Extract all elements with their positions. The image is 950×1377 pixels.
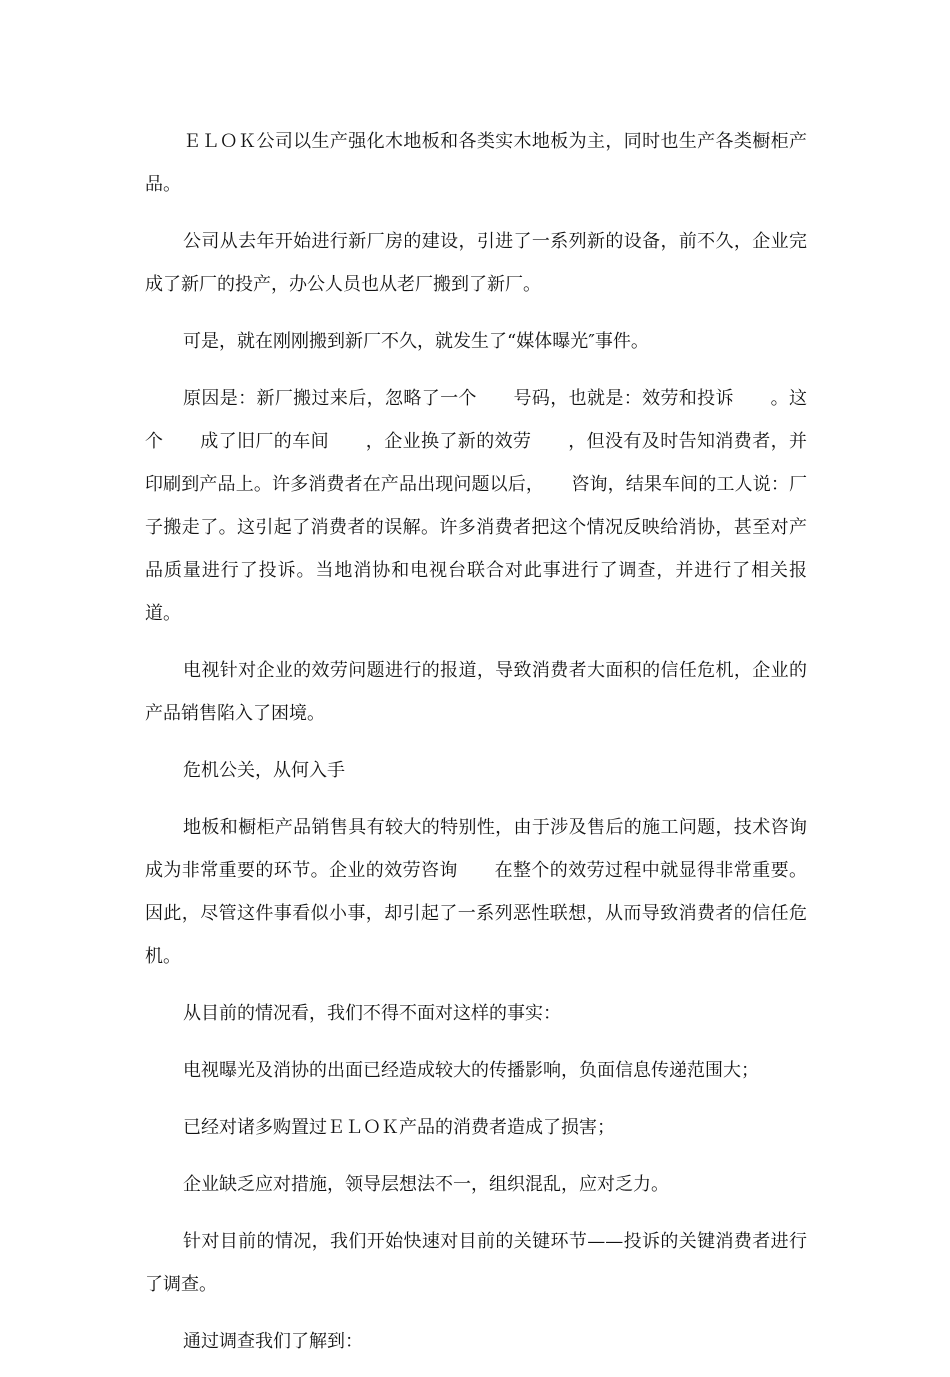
fact-item-consumer-harm: 已经对诸多购置过ＥＬＯＫ产品的消费者造成了损害； bbox=[183, 1117, 615, 1138]
paragraph-product-specifics: 地板和橱柜产品销售具有较大的特别性，由于涉及售后的施工问题，技术咨询成为非常重要的环节。企业的效劳咨询 在整个的效劳过程中就显得非常重要。因此，尽管这件事看似小事，却引起了一系列恶性联想，从而导致消费者的信任危机。 bbox=[145, 817, 807, 967]
paragraph-media-exposure: 可是，就在刚刚搬到新厂不久，就发生了“媒体曝光″事件。 bbox=[183, 331, 649, 352]
fact-item-no-response: 企业缺乏应对措施，领导层想法不一，组织混乱，应对乏力。 bbox=[183, 1174, 669, 1195]
paragraph-current-situation: 从目前的情况看，我们不得不面对这样的事实： bbox=[183, 1003, 561, 1024]
fact-item-media-impact: 电视曝光及消协的出面已经造成较大的传播影响，负面信息传递范围大； bbox=[183, 1060, 759, 1081]
paragraph-new-factory: 公司从去年开始进行新厂房的建设，引进了一系列新的设备，前不久，企业完成了新厂的投产，办公人员也从老厂搬到了新厂。 bbox=[145, 231, 807, 295]
paragraph-investigation: 针对目前的情况，我们开始快速对目前的关键环节——投诉的关键消费者进行了调查。 bbox=[145, 1231, 807, 1295]
document-body bbox=[145, 120, 807, 1377]
paragraph-findings-intro: 通过调查我们了解到： bbox=[183, 1331, 363, 1352]
paragraph-cause: 原因是：新厂搬过来后，忽略了一个 号码，也就是：效劳和投诉 。这个 成了旧厂的车间 ，企业换了新的效劳 ，但没有及时告知消费者，并印刷到产品上。许多消费者在产品出现问题以后， 咨询，结果车间的工人说：厂子搬走了。这引起了消费者的误解。许多消费者把这个情况反映给消协，甚至对产品质量进行了投诉。当地消协和电视台联合对此事进行了调查，并进行了相关报道。 bbox=[145, 388, 807, 624]
paragraph-company-intro: ＥＬＯＫ公司以生产强化木地板和各类实木地板为主，同时也生产各类橱柜产品。 bbox=[145, 131, 807, 195]
paragraph-tv-report: 电视针对企业的效劳问题进行的报道，导致消费者大面积的信任危机，企业的产品销售陷入了困境。 bbox=[145, 660, 807, 724]
section-heading-crisis-pr: 危机公关，从何入手 bbox=[183, 760, 345, 781]
